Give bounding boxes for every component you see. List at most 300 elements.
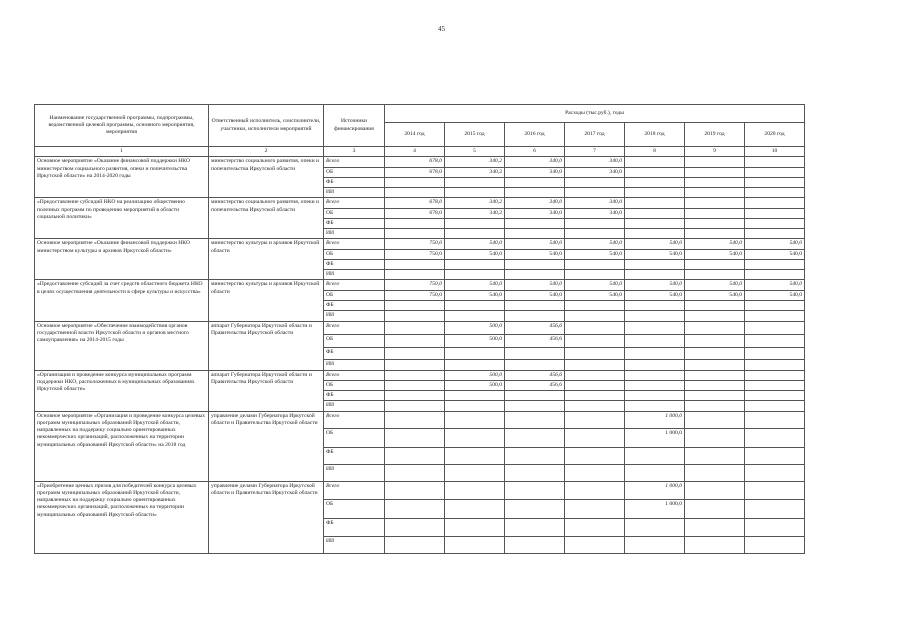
value-cell — [565, 447, 625, 464]
value-cell — [445, 359, 505, 370]
funding-source: ОБ — [324, 249, 385, 259]
funding-source: ИИ — [324, 401, 385, 411]
funding-source: ИИ — [324, 188, 385, 198]
value-cell — [565, 229, 625, 239]
value-cell — [745, 359, 805, 370]
total-cell — [505, 411, 565, 428]
value-cell — [625, 270, 685, 280]
value-cell — [385, 300, 445, 310]
value-cell: 340,0 — [505, 167, 565, 177]
funding-source: ИИ — [324, 229, 385, 239]
value-cell: 678,0 — [385, 208, 445, 218]
value-cell: 456,6 — [505, 380, 565, 390]
total-cell — [685, 198, 745, 208]
value-cell — [565, 311, 625, 321]
funding-source: ОБ — [324, 428, 385, 447]
value-cell — [685, 359, 745, 370]
total-cell — [565, 370, 625, 380]
funding-source: ФБ — [324, 177, 385, 187]
value-cell: 540,0 — [505, 249, 565, 259]
value-cell: 540,0 — [745, 249, 805, 259]
value-cell — [745, 499, 805, 518]
value-cell — [505, 536, 565, 553]
table-row — [35, 411, 805, 428]
funding-source: ОБ — [324, 334, 385, 347]
value-cell — [385, 334, 445, 347]
value-cell: 540,0 — [565, 249, 625, 259]
value-cell — [685, 218, 745, 228]
header-year: 2015 год — [445, 123, 505, 147]
value-cell — [565, 359, 625, 370]
total-cell — [625, 321, 685, 334]
value-cell — [625, 380, 685, 390]
funding-source: ФБ — [324, 300, 385, 310]
value-cell — [565, 300, 625, 310]
measure-executor: министерство социального развития, опеки и попечительства Иркутской области — [209, 157, 324, 198]
value-cell — [505, 401, 565, 411]
total-cell — [565, 321, 625, 334]
column-number: 3 — [324, 147, 385, 157]
value-cell — [685, 347, 745, 359]
measure-name: «Предоставление субсидий за счет средств областного бюджета НКО в целях осуществления деятельности в сфере культуры и искусства» — [35, 280, 209, 321]
value-cell — [685, 300, 745, 310]
value-cell — [505, 229, 565, 239]
value-cell — [505, 188, 565, 198]
value-cell — [745, 208, 805, 218]
total-cell — [745, 198, 805, 208]
total-cell — [685, 481, 745, 499]
total-cell: 500,0 — [445, 370, 505, 380]
value-cell: 500,0 — [445, 334, 505, 347]
total-cell: 340,0 — [505, 198, 565, 208]
value-cell — [445, 499, 505, 518]
value-cell — [745, 218, 805, 228]
total-cell — [745, 481, 805, 499]
total-cell: 540,0 — [745, 280, 805, 290]
value-cell: 500,0 — [445, 380, 505, 390]
value-cell: 1 000,0 — [625, 428, 685, 447]
total-cell — [565, 481, 625, 499]
value-cell — [625, 188, 685, 198]
funding-source: ФБ — [324, 347, 385, 359]
value-cell: 678,0 — [385, 167, 445, 177]
total-cell: 540,0 — [745, 239, 805, 249]
total-cell — [745, 411, 805, 428]
value-cell: 340,0 — [565, 208, 625, 218]
table-row — [35, 481, 805, 499]
value-cell — [685, 391, 745, 401]
value-cell — [445, 464, 505, 481]
column-number: 10 — [745, 147, 805, 157]
total-cell: 678,0 — [385, 157, 445, 167]
value-cell — [445, 259, 505, 269]
value-cell — [565, 218, 625, 228]
value-cell — [745, 167, 805, 177]
total-cell: 340,0 — [505, 157, 565, 167]
value-cell — [565, 464, 625, 481]
measure-executor: министерство культуры и архивов Иркутской области — [209, 239, 324, 280]
total-cell — [745, 370, 805, 380]
value-cell — [505, 391, 565, 401]
total-cell — [385, 321, 445, 334]
value-cell — [445, 177, 505, 187]
funding-source: Всего — [324, 411, 385, 428]
funding-source: ОБ — [324, 208, 385, 218]
total-cell — [625, 370, 685, 380]
value-cell — [685, 259, 745, 269]
funding-source: ИИ — [324, 464, 385, 481]
value-cell — [385, 359, 445, 370]
column-number: 4 — [385, 147, 445, 157]
value-cell — [745, 177, 805, 187]
value-cell — [745, 229, 805, 239]
value-cell — [385, 536, 445, 553]
value-cell — [505, 300, 565, 310]
total-cell — [385, 370, 445, 380]
value-cell — [385, 518, 445, 536]
funding-source: Всего — [324, 280, 385, 290]
column-number: 8 — [625, 147, 685, 157]
value-cell — [565, 536, 625, 553]
value-cell — [625, 401, 685, 411]
total-cell — [685, 411, 745, 428]
value-cell — [745, 188, 805, 198]
total-cell: 678,0 — [385, 198, 445, 208]
header-year: 2020 год — [745, 123, 805, 147]
value-cell — [505, 270, 565, 280]
value-cell: 540,0 — [625, 249, 685, 259]
funding-source: ФБ — [324, 518, 385, 536]
total-cell: 540,0 — [685, 239, 745, 249]
header-year: 2018 год — [625, 123, 685, 147]
total-cell: 340,0 — [565, 198, 625, 208]
value-cell — [685, 428, 745, 447]
value-cell — [385, 270, 445, 280]
total-cell — [445, 411, 505, 428]
value-cell — [565, 188, 625, 198]
value-cell — [685, 447, 745, 464]
total-cell: 1 000,0 — [625, 411, 685, 428]
value-cell — [505, 447, 565, 464]
value-cell: 540,0 — [745, 290, 805, 300]
measure-executor: министерство культуры и архивов Иркутской области — [209, 280, 324, 321]
funding-source: ФБ — [324, 391, 385, 401]
value-cell — [505, 428, 565, 447]
total-cell: 540,0 — [565, 280, 625, 290]
column-number: 9 — [685, 147, 745, 157]
header-year: 2016 год — [505, 123, 565, 147]
value-cell — [625, 259, 685, 269]
value-cell — [565, 401, 625, 411]
header-year: 2019 год — [685, 123, 745, 147]
total-cell: 540,0 — [445, 239, 505, 249]
value-cell — [625, 347, 685, 359]
value-cell — [565, 347, 625, 359]
value-cell — [565, 499, 625, 518]
page-number: 45 — [438, 25, 445, 33]
value-cell — [685, 401, 745, 411]
value-cell — [625, 518, 685, 536]
funding-source: ФБ — [324, 259, 385, 269]
value-cell — [385, 464, 445, 481]
value-cell — [685, 167, 745, 177]
value-cell — [745, 401, 805, 411]
value-cell — [565, 259, 625, 269]
total-cell — [685, 370, 745, 380]
total-cell — [685, 157, 745, 167]
value-cell — [445, 518, 505, 536]
total-cell: 540,0 — [685, 280, 745, 290]
total-cell — [505, 481, 565, 499]
funding-source: Всего — [324, 198, 385, 208]
value-cell — [745, 334, 805, 347]
value-cell — [745, 300, 805, 310]
value-cell — [385, 380, 445, 390]
funding-source: ИИ — [324, 311, 385, 321]
funding-source: Всего — [324, 370, 385, 380]
table-row — [35, 321, 805, 334]
funding-source: ОБ — [324, 167, 385, 177]
value-cell — [385, 347, 445, 359]
header-year: 2014 год — [385, 123, 445, 147]
value-cell — [625, 218, 685, 228]
measure-executor: аппарат Губернатора Иркутской области и Правительства Иркутской области — [209, 321, 324, 370]
total-cell: 750,0 — [385, 280, 445, 290]
value-cell — [565, 391, 625, 401]
value-cell — [745, 311, 805, 321]
table-row — [35, 280, 805, 290]
value-cell — [385, 259, 445, 269]
value-cell — [445, 536, 505, 553]
value-cell: 340,2 — [445, 208, 505, 218]
header-year: 2017 год — [565, 123, 625, 147]
value-cell — [505, 359, 565, 370]
measure-executor: министерство социального развития, опеки и попечительства Иркутской области — [209, 198, 324, 239]
value-cell: 456,6 — [505, 334, 565, 347]
value-cell — [385, 177, 445, 187]
value-cell — [745, 536, 805, 553]
value-cell — [625, 167, 685, 177]
value-cell — [565, 380, 625, 390]
total-cell: 340,2 — [445, 198, 505, 208]
total-cell — [685, 321, 745, 334]
value-cell — [625, 359, 685, 370]
total-cell: 456,6 — [505, 321, 565, 334]
funding-source: Всего — [324, 321, 385, 334]
value-cell — [445, 428, 505, 447]
funding-source: Всего — [324, 157, 385, 167]
value-cell — [625, 311, 685, 321]
value-cell — [385, 401, 445, 411]
value-cell — [565, 270, 625, 280]
measure-name: Основное мероприятие «Оказание финансовой поддержки НКО министерством культуры и архивов Иркутской области» — [35, 239, 209, 280]
total-cell: 1 000,0 — [625, 481, 685, 499]
value-cell — [385, 188, 445, 198]
total-cell — [625, 157, 685, 167]
value-cell — [505, 177, 565, 187]
value-cell — [505, 499, 565, 518]
header-name: Наименование государственной программы, подпрограммы, ведомственной целевой программы, основного мероприятия, мероприятия — [35, 105, 209, 147]
value-cell — [445, 270, 505, 280]
value-cell — [505, 311, 565, 321]
total-cell — [745, 157, 805, 167]
total-cell: 540,0 — [625, 280, 685, 290]
value-cell — [445, 300, 505, 310]
value-cell — [385, 428, 445, 447]
total-cell: 540,0 — [445, 280, 505, 290]
value-cell — [445, 311, 505, 321]
value-cell — [445, 401, 505, 411]
value-cell: 540,0 — [505, 290, 565, 300]
value-cell — [745, 447, 805, 464]
value-cell — [685, 499, 745, 518]
value-cell — [385, 447, 445, 464]
total-cell — [625, 198, 685, 208]
total-cell: 540,0 — [505, 280, 565, 290]
measure-name: Основное мероприятие «Организация и проведение конкурса целевых программ муниципальных образований Иркутской области, направленных на поддержку социально ориентированных некоммерческих организаций, расположенных на территории муниципальных образований Иркутской области» на 2018 год — [35, 411, 209, 481]
value-cell — [385, 311, 445, 321]
header-expenses: Расходы (тыс.руб.), годы — [385, 105, 805, 123]
value-cell — [385, 499, 445, 518]
value-cell — [625, 300, 685, 310]
value-cell — [685, 188, 745, 198]
total-cell — [565, 411, 625, 428]
value-cell — [745, 380, 805, 390]
value-cell — [445, 347, 505, 359]
measure-executor: управление делами Губернатора Иркутской области и Правительства Иркутской области — [209, 481, 324, 553]
total-cell — [445, 481, 505, 499]
value-cell: 540,0 — [565, 290, 625, 300]
column-number: 6 — [505, 147, 565, 157]
value-cell — [625, 536, 685, 553]
funding-source: Всего — [324, 239, 385, 249]
value-cell — [745, 464, 805, 481]
value-cell — [385, 391, 445, 401]
value-cell: 340,2 — [445, 167, 505, 177]
funding-source: Всего — [324, 481, 385, 499]
value-cell — [505, 464, 565, 481]
value-cell: 540,0 — [625, 290, 685, 300]
column-number: 1 — [35, 147, 209, 157]
value-cell — [565, 428, 625, 447]
value-cell: 750,0 — [385, 249, 445, 259]
value-cell — [445, 218, 505, 228]
value-cell — [625, 334, 685, 347]
value-cell: 540,0 — [445, 249, 505, 259]
value-cell: 540,0 — [685, 249, 745, 259]
value-cell — [685, 380, 745, 390]
measure-executor: аппарат Губернатора Иркутской области и Правительства Иркутской области — [209, 370, 324, 411]
measure-name: «Организация и проведение конкурса муниципальных программ поддержки НКО, расположенных в муниципальных образованиях Иркутской области» — [35, 370, 209, 411]
value-cell — [625, 464, 685, 481]
value-cell — [625, 208, 685, 218]
measure-executor: управление делами Губернатора Иркутской области и Правительства Иркутской области — [209, 411, 324, 481]
measure-name: Основное мероприятие «Обеспечение взаимодействия органов государственной власти Иркутской области и органов местного самоуправления» на 2014-2015 годы — [35, 321, 209, 370]
measure-name: «Предоставление субсидий НКО на реализацию общественно полезных программ по проведению мероприятий в области социальной политики» — [35, 198, 209, 239]
total-cell: 750,0 — [385, 239, 445, 249]
value-cell — [685, 464, 745, 481]
measure-name: Основное мероприятие «Оказание финансовой поддержки НКО министерством социального развития, опеки и попечительства Иркутской области» на 2014-2020 годы — [35, 157, 209, 198]
value-cell — [745, 518, 805, 536]
total-cell: 456,6 — [505, 370, 565, 380]
value-cell — [745, 347, 805, 359]
value-cell — [685, 270, 745, 280]
total-cell: 540,0 — [625, 239, 685, 249]
value-cell — [505, 347, 565, 359]
total-cell — [385, 411, 445, 428]
funding-source: ИИ — [324, 270, 385, 280]
table-row — [35, 198, 805, 208]
value-cell — [505, 518, 565, 536]
total-cell — [745, 321, 805, 334]
value-cell: 750,0 — [385, 290, 445, 300]
value-cell — [685, 334, 745, 347]
column-number: 2 — [209, 147, 324, 157]
value-cell — [625, 229, 685, 239]
value-cell — [625, 391, 685, 401]
value-cell — [565, 518, 625, 536]
funding-source: ФБ — [324, 218, 385, 228]
value-cell — [685, 177, 745, 187]
value-cell — [625, 177, 685, 187]
header-source: Источники финансирования — [324, 105, 385, 147]
total-cell: 340,0 — [565, 157, 625, 167]
value-cell — [445, 188, 505, 198]
value-cell: 340,0 — [565, 167, 625, 177]
value-cell — [685, 311, 745, 321]
table-row — [35, 157, 805, 167]
value-cell — [445, 391, 505, 401]
value-cell: 540,0 — [445, 290, 505, 300]
value-cell — [745, 259, 805, 269]
value-cell — [685, 208, 745, 218]
value-cell — [685, 518, 745, 536]
total-cell: 540,0 — [565, 239, 625, 249]
funding-source: ОБ — [324, 290, 385, 300]
value-cell: 540,0 — [685, 290, 745, 300]
funding-source: ИИ — [324, 359, 385, 370]
total-cell: 540,0 — [505, 239, 565, 249]
measure-name: «Приобретение ценных призов для победителей конкурса целевых программ муниципальных образований Иркутской области, направленных на поддержку социально ориентированных некоммерческих организаций, расположенных на территории муниципальных образований Иркутской области» — [35, 481, 209, 553]
table-row — [35, 370, 805, 380]
funding-source: ФБ — [324, 447, 385, 464]
value-cell — [745, 391, 805, 401]
value-cell — [685, 229, 745, 239]
value-cell — [505, 218, 565, 228]
total-cell: 340,2 — [445, 157, 505, 167]
value-cell — [565, 334, 625, 347]
value-cell — [385, 218, 445, 228]
value-cell — [625, 447, 685, 464]
funding-source: ИИ — [324, 536, 385, 553]
value-cell — [505, 259, 565, 269]
total-cell — [385, 481, 445, 499]
value-cell: 340,0 — [505, 208, 565, 218]
value-cell: 1 000,0 — [625, 499, 685, 518]
expenditure-table — [34, 104, 805, 554]
value-cell — [385, 229, 445, 239]
funding-source: ОБ — [324, 380, 385, 390]
table-row — [35, 239, 805, 249]
header-executor: Ответственный исполнитель, соисполнители, участники, исполнители мероприятий — [209, 105, 324, 147]
value-cell — [745, 428, 805, 447]
column-number: 7 — [565, 147, 625, 157]
value-cell — [565, 177, 625, 187]
funding-source: ОБ — [324, 499, 385, 518]
value-cell — [445, 447, 505, 464]
total-cell: 500,0 — [445, 321, 505, 334]
value-cell — [685, 536, 745, 553]
